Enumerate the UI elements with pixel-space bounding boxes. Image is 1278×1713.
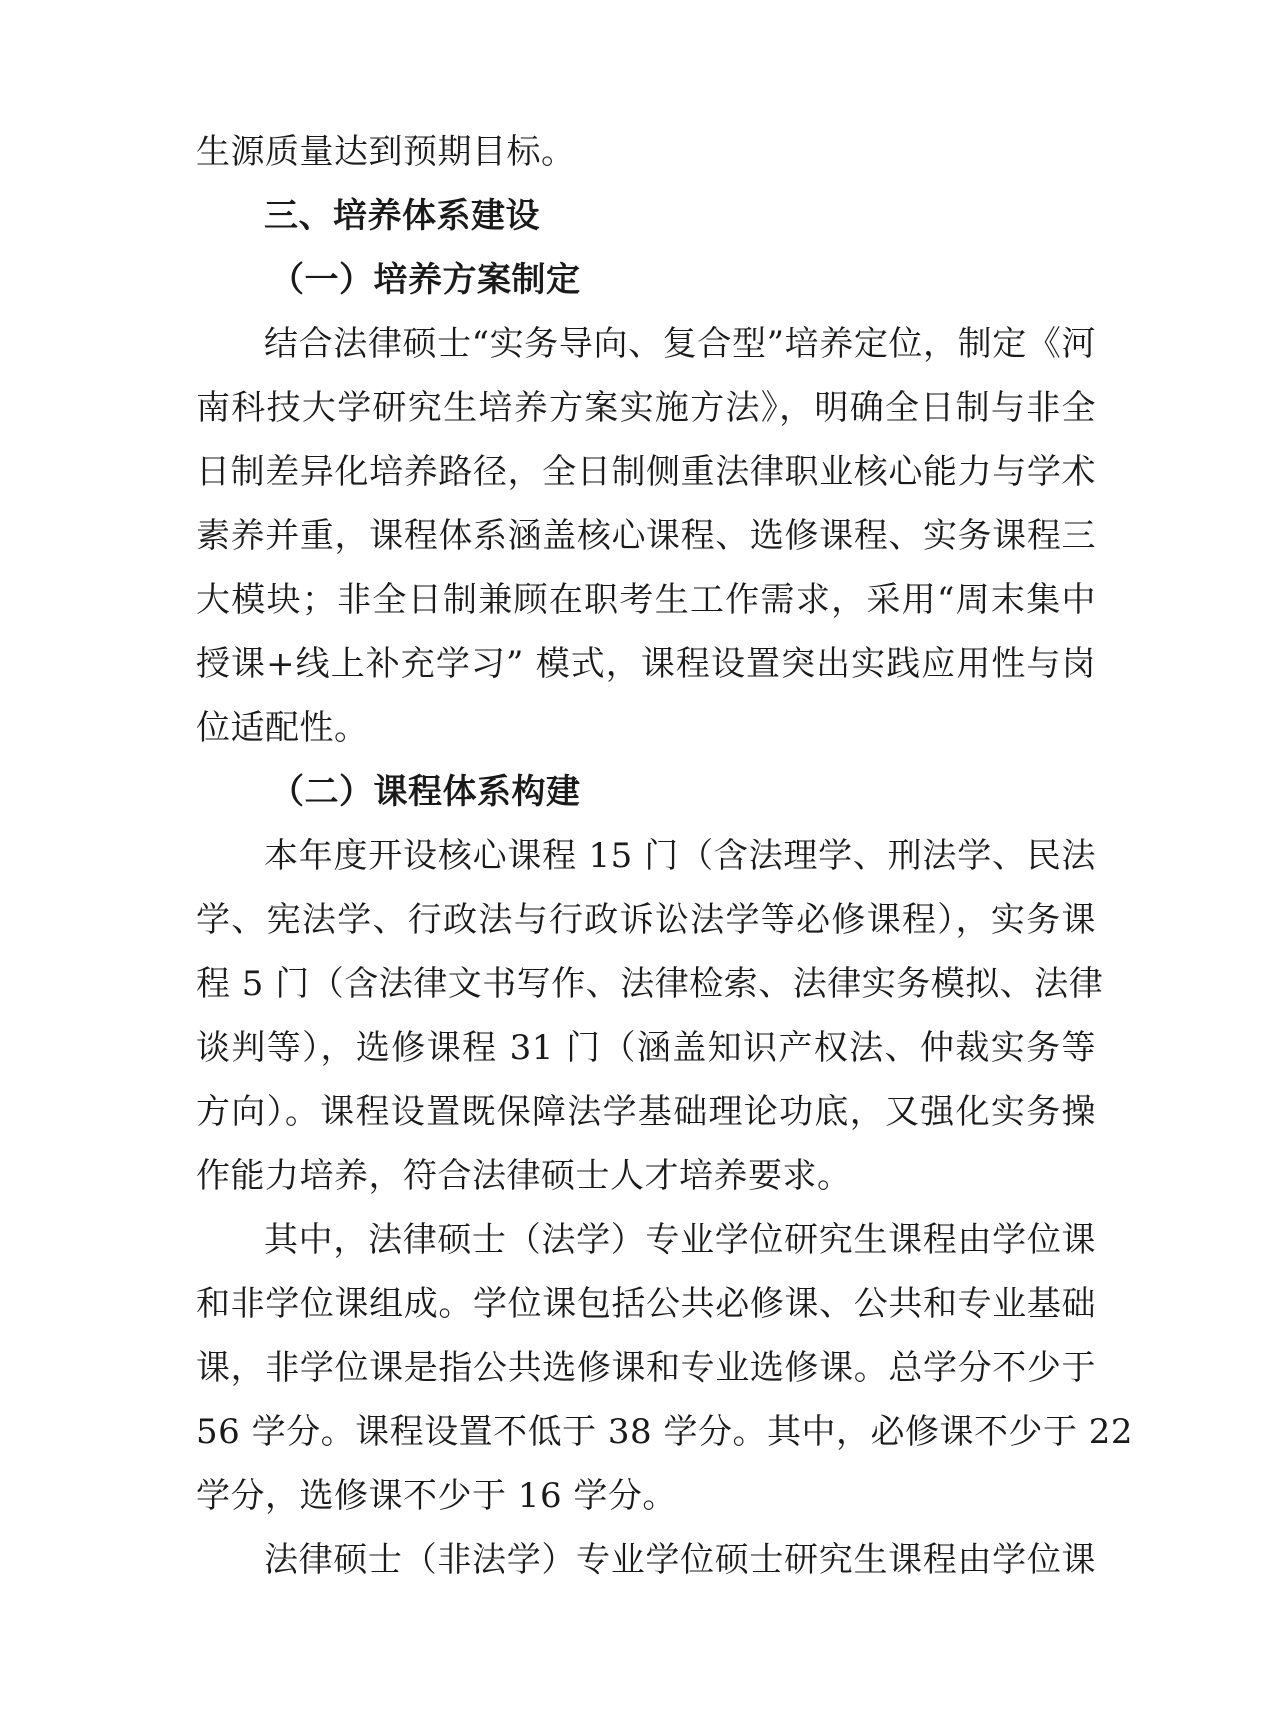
paragraph-line: 学分，选修课不少于 16 学分。 (196, 1476, 677, 1516)
paragraph (196, 824, 1104, 1208)
document-body (196, 120, 1134, 1592)
paragraph-line: 南科技大学研究生培养方案实施方法》，明确全日制与非全 (196, 388, 1096, 428)
paragraph-line: 程 5 门（含法律文书写作、法律检索、法律实务模拟、法律 (196, 964, 1104, 1004)
subsection-heading: （一）培养方案制定 (270, 260, 581, 300)
paragraph-line: 授课+线上补充学习” 模式，课程设置突出实践应用性与岗 (196, 644, 1096, 684)
paragraph-line: 日制差异化培养路径，全日制侧重法律职业核心能力与学术 (196, 452, 1096, 492)
paragraph (196, 1208, 1134, 1528)
paragraph-line: 谈判等），选修课程 31 门（涵盖知识产权法、仲裁实务等 (196, 1028, 1096, 1068)
paragraph (196, 1528, 1096, 1592)
paragraph-line: 大模块；非全日制兼顾在职考生工作需求，采用“周末集中 (196, 580, 1096, 620)
paragraph-line: 作能力培养，符合法律硕士人才培养要求。 (196, 1156, 852, 1196)
subsection-heading: （二）课程体系构建 (270, 772, 581, 812)
section-heading: 三、培养体系建设 (264, 196, 540, 236)
paragraph-line: 生源质量达到预期目标。 (196, 132, 576, 172)
paragraph-line: 结合法律硕士“实务导向、复合型”培养定位，制定《河 (264, 324, 1096, 364)
paragraph-line: 其中，法律硕士（法学）专业学位研究生课程由学位课 (264, 1220, 1096, 1260)
paragraph-line: 和非学位课组成。学位课包括公共必修课、公共和专业基础 (196, 1284, 1096, 1324)
paragraph-line: 56 学分。课程设置不低于 38 学分。其中，必修课不少于 22 (196, 1412, 1134, 1452)
paragraph (196, 312, 1096, 760)
paragraph-line: 法律硕士（非法学）专业学位硕士研究生课程由学位课 (264, 1540, 1096, 1580)
paragraph-line: 本年度开设核心课程 15 门（含法理学、刑法学、民法 (264, 836, 1096, 876)
paragraph-line: 学、宪法学、行政法与行政诉讼法学等必修课程），实务课 (196, 900, 1096, 940)
paragraph-line: 课，非学位课是指公共选修课和专业选修课。总学分不少于 (196, 1348, 1096, 1388)
paragraph-line: 素养并重，课程体系涵盖核心课程、选修课程、实务课程三 (196, 516, 1096, 556)
paragraph-line: 方向）。课程设置既保障法学基础理论功底，又强化实务操 (196, 1092, 1096, 1132)
paragraph-line: 位适配性。 (196, 708, 369, 748)
